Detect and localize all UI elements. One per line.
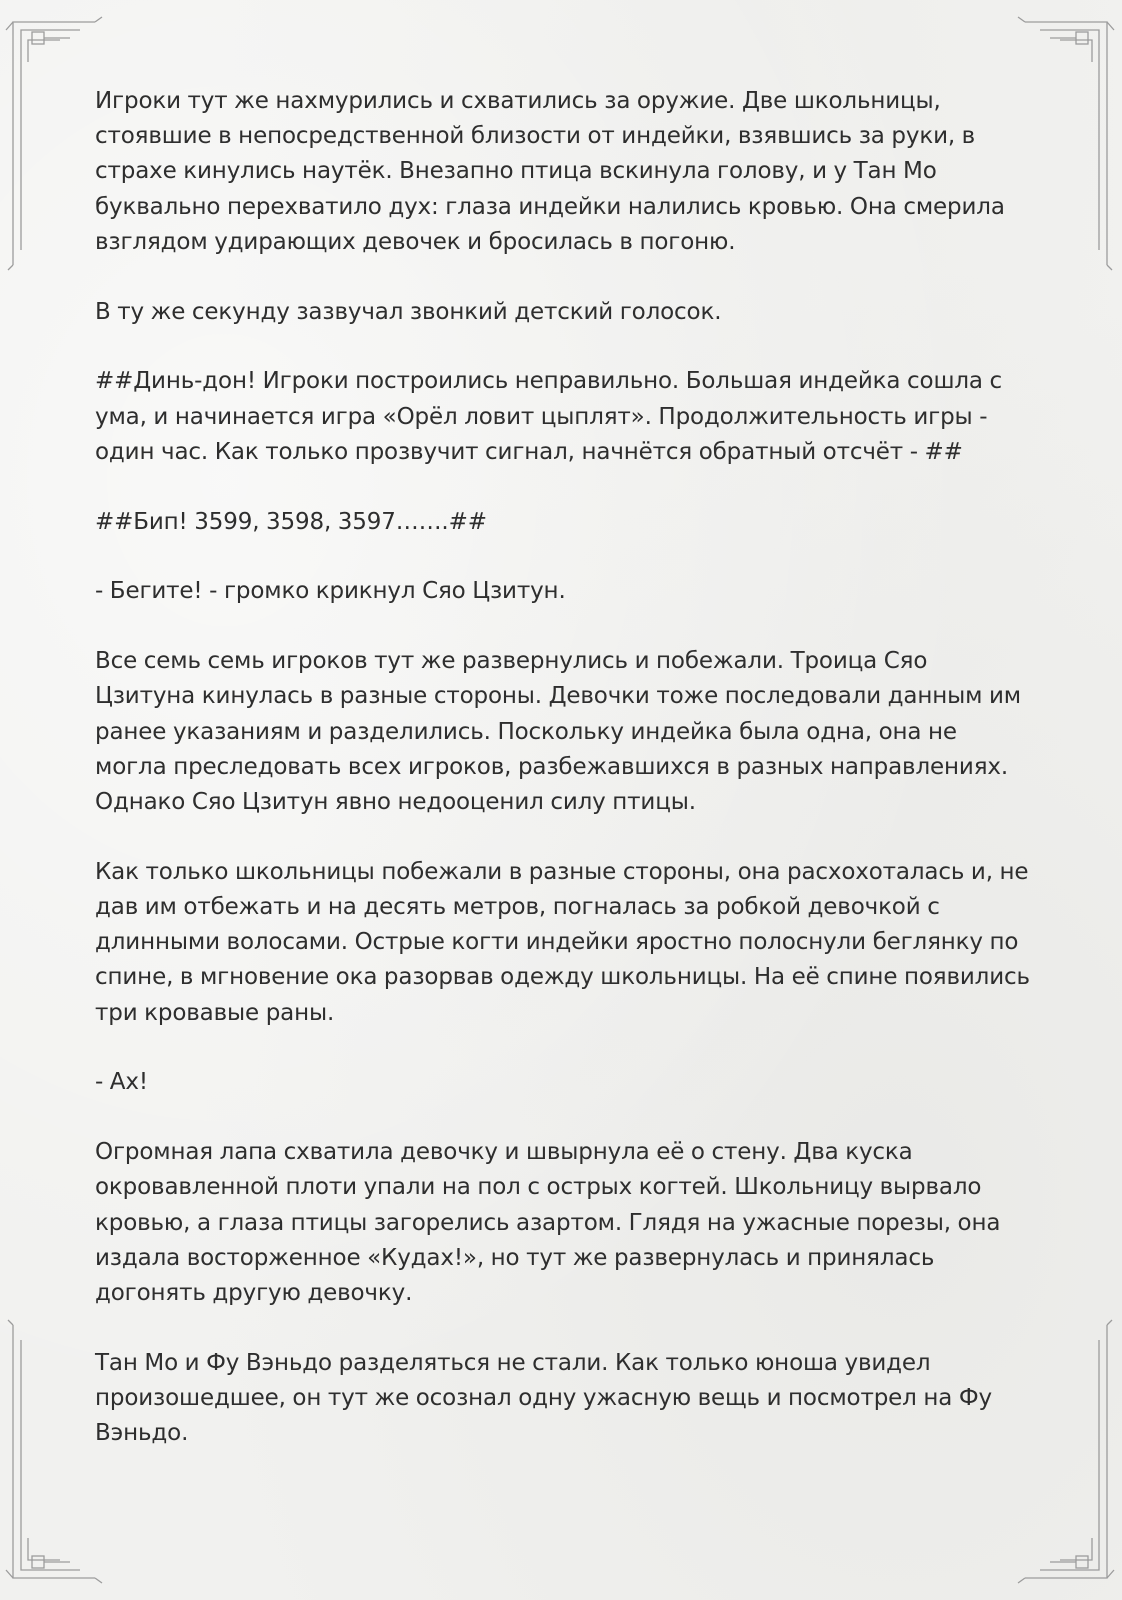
paragraph-8: - Ах! xyxy=(95,1069,148,1096)
frame-corner-bottom-left xyxy=(6,1320,102,1583)
paragraph-6: Все семь семь игроков тут же развернулись и побежали. Троица Сяо Цзитуна кинулась в разные стороны. Девочки тоже последовали данным им ранее указаниям и разделились. Поскольку индейка была одна, она не могла преследовать всех игроков, разбежавшихся в разных направлениях. Однако Сяо Цзитун явно недооценил силу птицы. xyxy=(95,648,1022,816)
document-body xyxy=(95,84,1030,1486)
paragraph-7: Как только школьницы побежали в разные стороны, она расхохоталась и, не дав им отбежать и на десять метров, погналась за робкой девочкой с длинными волосами. Острые когти индейки яростно полоснули беглянку по спине, в мгновение ока разорвав одежду школьницы. На её спине появились три кровавые раны. xyxy=(95,858,1030,1026)
paragraph-5: - Бегите! - громко крикнул Сяо Цзитун. xyxy=(95,578,566,605)
paragraph-1: Игроки тут же нахмурились и схватились за оружие. Две школьницы, стоявшие в непосредственной близости от индейки, взявшись за руки, в страхе кинулись наутёк. Внезапно птица вскинула голову, и у Тан Мо буквально перехватило дух: глаза индейки налились кровью. Она смерила взглядом удирающих девочек и бросилась в погоню. xyxy=(95,88,1005,255)
paragraph-3: ##Динь-дон! Игроки построились неправильно. Большая индейка сошла с ума, и начинается игра «Орёл ловит цыплят». Продолжительность игры - один час. Как только прозвучит сигнал, начнётся обратный отсчёт - ## xyxy=(95,368,1002,465)
frame-corner-bottom-right xyxy=(1018,1320,1114,1583)
paragraph-4: ##Бип! 3599, 3598, 3597…….## xyxy=(95,508,487,535)
paragraph-10: Тан Мо и Фу Вэньдо разделяться не стали. Как только юноша увидел произошедшее, он тут же осознал одну ужасную вещь и посмотрел на Фу Вэньдо. xyxy=(95,1349,992,1447)
frame-corner-top-right xyxy=(1018,17,1114,270)
paragraph-2: В ту же секунду зазвучал звонкий детский голосок. xyxy=(95,298,722,325)
paragraph-9: Огромная лапа схватила девочку и швырнула её о стену. Два куска окровавленной плоти упали на пол с острых когтей. Школьницу вырвало кровью, а глаза птицы загорелись азартом. Глядя на ужасные порезы, она издала восторженное «Кудах!», но тут же развернулась и принялась догонять другую девочку. xyxy=(95,1139,1001,1307)
frame-corner-top-left xyxy=(6,17,102,270)
